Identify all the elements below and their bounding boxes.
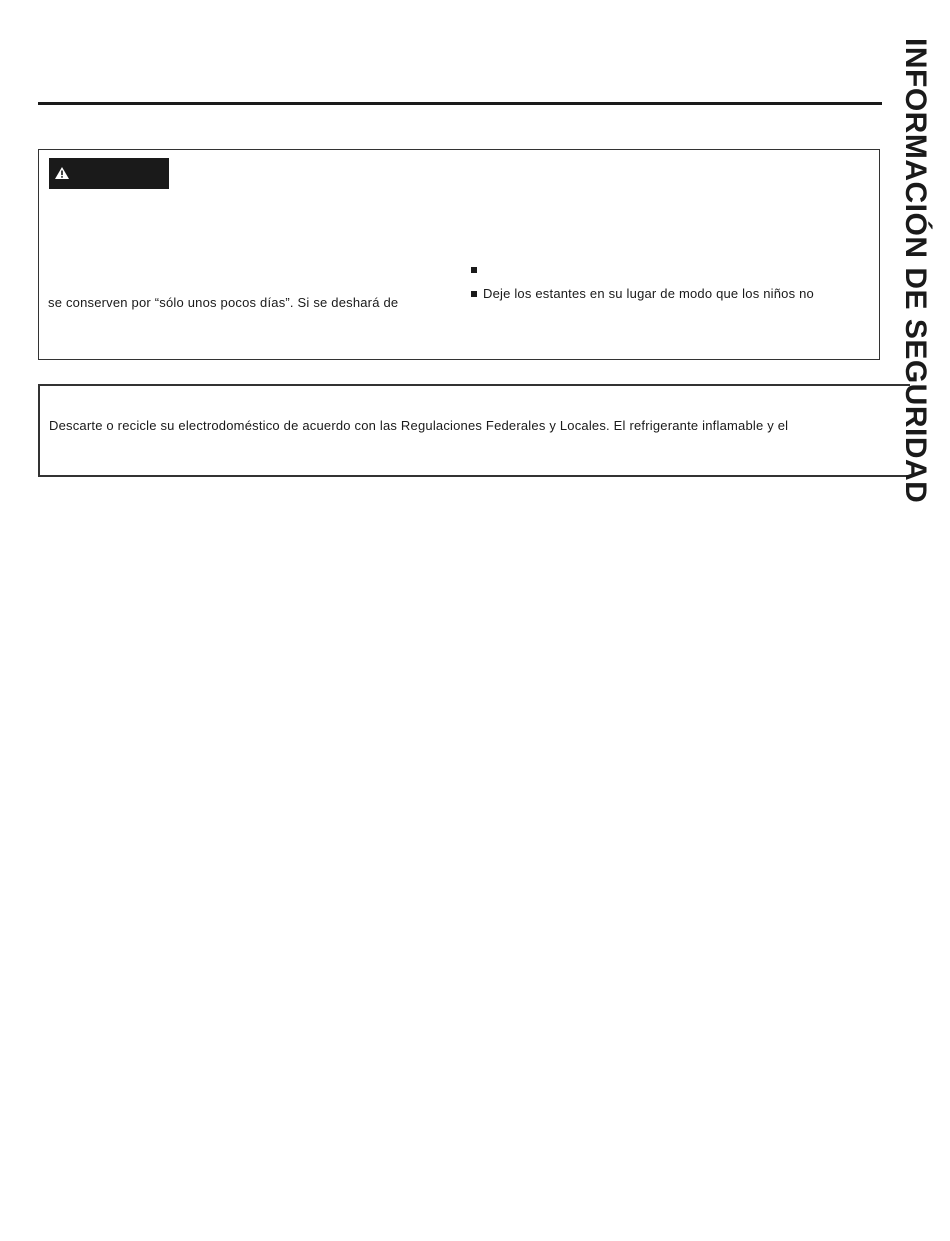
side-heading: INFORMACIÓN DE SEGURIDAD — [899, 38, 932, 504]
top-rule — [38, 102, 882, 105]
warning-box — [38, 149, 880, 360]
warning-body-text: se conserven por “sólo unos pocos días”. Si se deshará de — [48, 295, 399, 310]
bullet-item-text: Deje los estantes en su lugar de modo que los niños no — [483, 286, 814, 301]
recycle-box — [38, 384, 910, 477]
bullet-marker — [471, 291, 477, 297]
warning-banner — [49, 158, 169, 189]
recycle-text: Descarte o recicle su electrodoméstico de acuerdo con las Regulaciones Federales y Locales. El refrigerante inflamable y el — [49, 418, 789, 433]
warning-triangle-icon — [55, 167, 69, 179]
bullet-marker — [471, 267, 477, 273]
bullet-item — [471, 286, 814, 301]
